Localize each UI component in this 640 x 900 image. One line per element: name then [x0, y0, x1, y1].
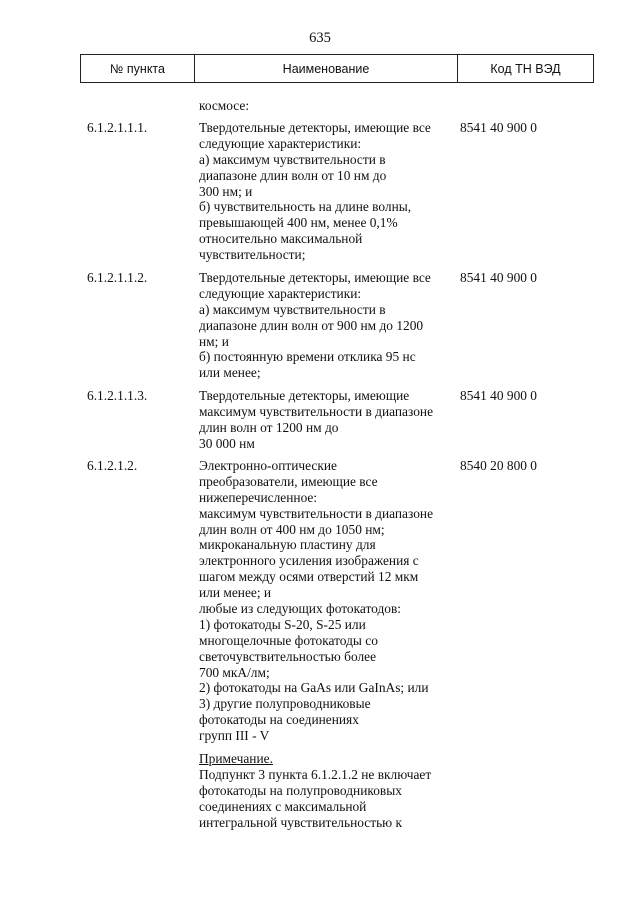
text-line: следующие характеристики: — [199, 285, 362, 301]
text-line: диапазоне длин волн от 10 нм до — [199, 167, 387, 183]
text-line: Электронно-оптические — [199, 458, 337, 473]
text-line: 1) фотокатоды S-20, S-25 или — [199, 616, 366, 632]
text-line: относительно максимальной — [199, 231, 363, 247]
item-code: 8541 40 900 0 — [460, 388, 537, 403]
item-description — [199, 270, 449, 381]
item-description — [199, 120, 449, 263]
text-line: преобразователи, имеющие все — [199, 473, 378, 489]
text-line: микроканальную пластину для — [199, 537, 376, 553]
text-line: длин волн от 400 нм до 1050 нм; — [199, 521, 385, 537]
text-line: следующие характеристики: — [199, 135, 362, 151]
text-line: Твердотельные детекторы, имеющие — [199, 388, 410, 403]
text-line: многощелочные фотокатоды со — [199, 632, 378, 648]
item-description — [199, 458, 449, 744]
header-code: Код ТН ВЭД — [458, 55, 594, 83]
text-line: соединениях с максимальной — [199, 798, 367, 814]
text-line: космосе: — [199, 98, 250, 113]
continuation-text — [199, 98, 449, 114]
text-line: нм; и — [199, 333, 229, 349]
text-line: чувствительности; — [199, 247, 306, 263]
item-number: 6.1.2.1.1.1. — [87, 120, 148, 135]
text-line: а) максимум чувствительности в — [199, 301, 386, 317]
text-line: интегральной чувствительностью к — [199, 814, 403, 830]
page-number: 635 — [309, 30, 331, 46]
text-line: б) постоянную времени отклика 95 нс — [199, 349, 416, 365]
note — [199, 751, 449, 830]
column-header-table — [80, 54, 594, 83]
header-name: Наименование — [195, 55, 458, 83]
header-item-number: № пункта — [81, 55, 195, 83]
text-line: 2) фотокатоды на GaAs или GaInAs; или — [199, 680, 429, 696]
text-line: длин волн от 1200 нм до — [199, 419, 339, 435]
text-line: Твердотельные детекторы, имеющие все — [199, 120, 431, 135]
text-line: групп III - V — [199, 728, 270, 744]
text-line: нижеперечисленное: — [199, 489, 318, 505]
text-line: электронного усиления изображения с — [199, 553, 419, 569]
item-code: 8541 40 900 0 — [460, 270, 537, 285]
text-line: диапазоне длин волн от 900 нм до 1200 — [199, 317, 424, 333]
item-number: 6.1.2.1.1.2. — [87, 270, 148, 285]
text-line: любые из следующих фотокатодов: — [199, 601, 402, 617]
item-code: 8541 40 900 0 — [460, 120, 537, 135]
item-description — [199, 388, 449, 452]
text-line: а) максимум чувствительности в — [199, 151, 386, 167]
text-line: или менее; — [199, 365, 261, 381]
note-title: Примечание. — [199, 751, 273, 766]
text-line: 300 нм; и — [199, 183, 253, 199]
text-line: б) чувствительность на длине волны, — [199, 199, 412, 215]
text-line: максимум чувствительности в диапазоне — [199, 505, 434, 521]
text-line: превышающей 400 нм, менее 0,1% — [199, 215, 398, 231]
text-line: максимум чувствительности в диапазоне — [199, 403, 434, 419]
text-line: шагом между осями отверстий 12 мкм — [199, 569, 419, 585]
text-line: Подпункт 3 пункта 6.1.2.1.2 не включает — [199, 766, 432, 782]
item-code: 8540 20 800 0 — [460, 458, 537, 473]
text-line: 30 000 нм — [199, 435, 255, 451]
text-line: или менее; и — [199, 585, 272, 601]
text-line: фотокатоды на соединениях — [199, 712, 359, 728]
text-line: 700 мкА/лм; — [199, 664, 270, 680]
text-line: фотокатоды на полупроводниковых — [199, 782, 402, 798]
item-number: 6.1.2.1.1.3. — [87, 388, 148, 403]
text-line: Твердотельные детекторы, имеющие все — [199, 270, 431, 285]
item-number: 6.1.2.1.2. — [87, 458, 138, 473]
text-line: 3) другие полупроводниковые — [199, 696, 371, 712]
text-line: светочувствительностью более — [199, 648, 377, 664]
